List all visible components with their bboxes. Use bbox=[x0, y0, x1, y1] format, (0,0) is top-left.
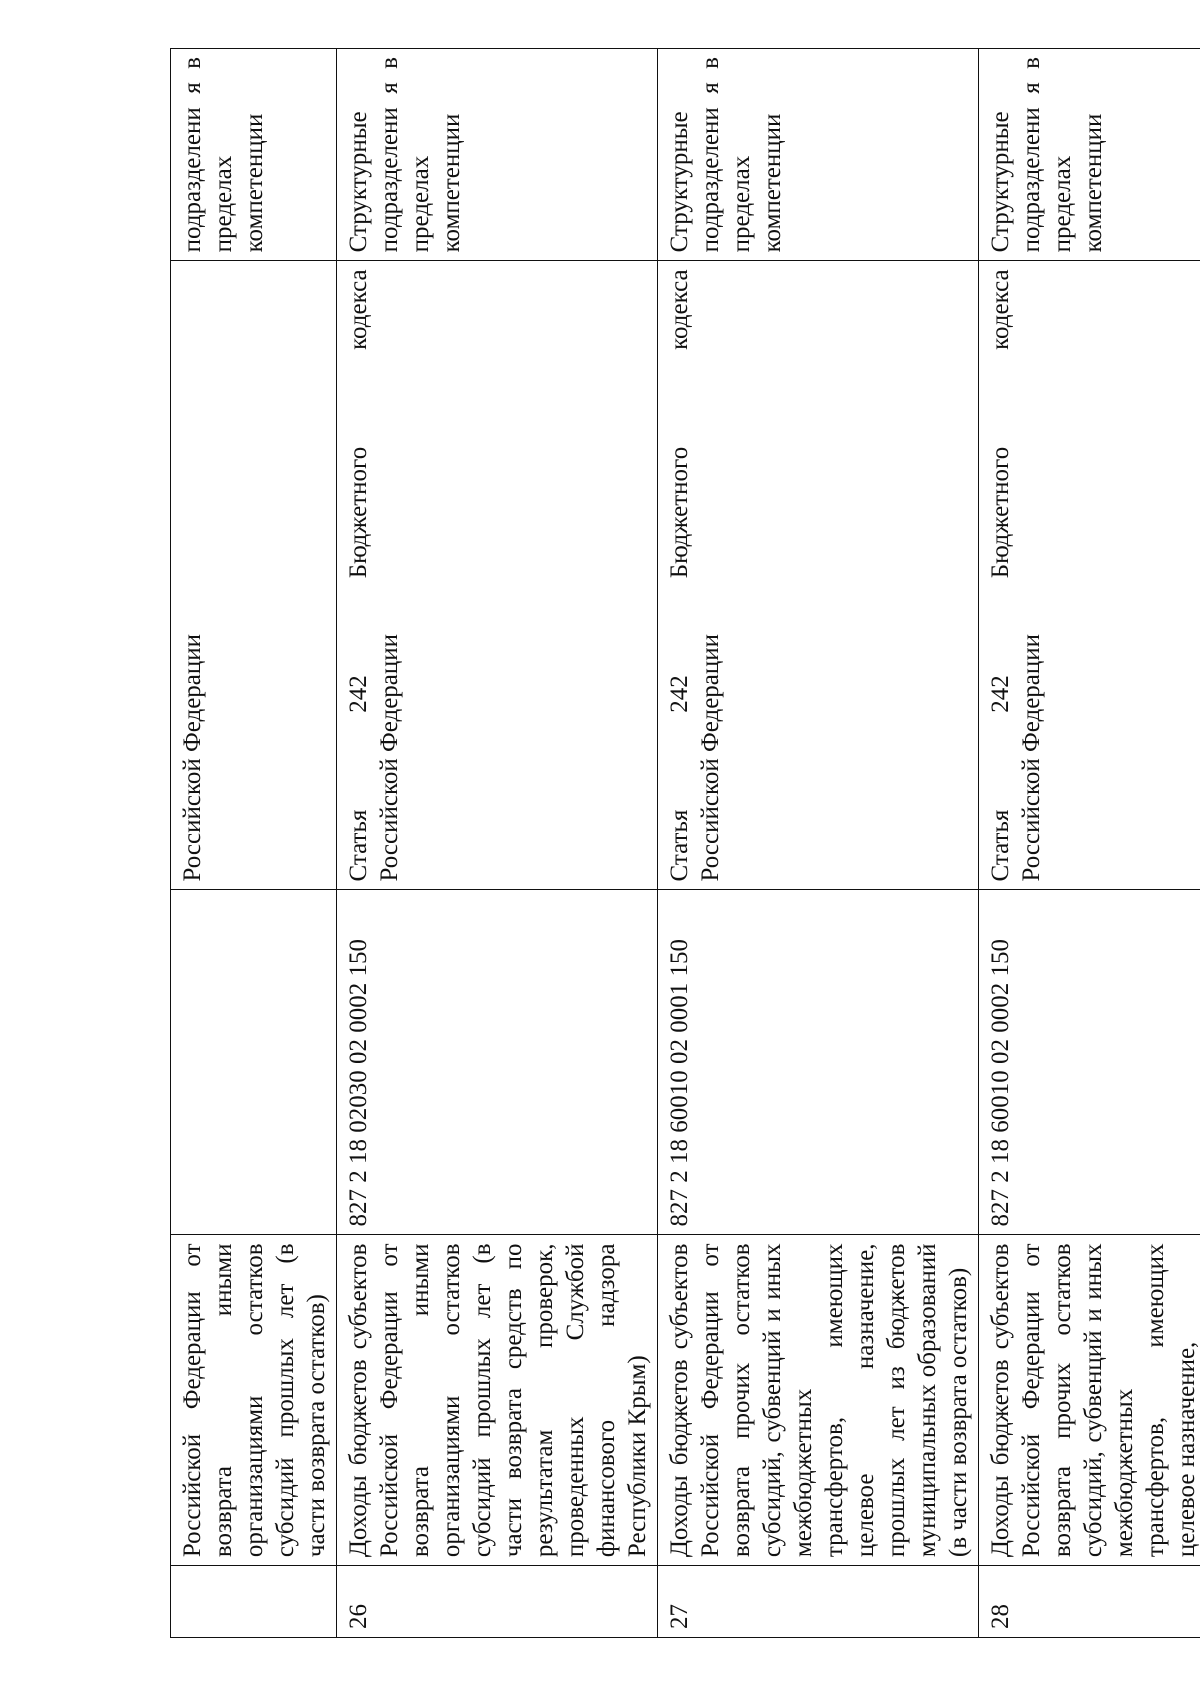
legal-basis bbox=[658, 261, 979, 890]
legal-word: Бюджетного bbox=[987, 446, 1014, 579]
legal-word: 242 bbox=[987, 675, 1014, 713]
legal-word: Статья bbox=[987, 809, 1014, 882]
responsible-unit: подразделени я в пределах компетенции bbox=[171, 49, 337, 261]
legal-word: Статья bbox=[666, 809, 693, 882]
responsible-unit: Структурные подразделени я в пределах компетенции bbox=[337, 49, 658, 261]
legal-basis-line bbox=[985, 269, 1016, 881]
row-number bbox=[171, 1566, 337, 1638]
row-number: 27 bbox=[658, 1566, 979, 1638]
revenue-name bbox=[337, 1235, 658, 1566]
budget-code: 827 2 18 02030 02 0002 150 bbox=[337, 890, 658, 1235]
legal-basis-line bbox=[343, 269, 374, 881]
legal-word: кодекса bbox=[345, 269, 372, 350]
row-number: 26 bbox=[337, 1566, 658, 1638]
budget-code: 827 2 18 60010 02 0002 150 bbox=[979, 890, 1200, 1235]
page-content bbox=[170, 48, 1200, 1638]
legal-basis-text: Российской Федерации bbox=[179, 633, 206, 882]
legal-basis-text: Российской Федерации bbox=[697, 633, 724, 882]
responsible-unit: Структурные подразделени я в пределах компетенции bbox=[658, 49, 979, 261]
budget-code bbox=[171, 890, 337, 1235]
legal-word: кодекса bbox=[666, 269, 693, 350]
responsible-unit: Структурные подразделени я в пределах компетенции bbox=[979, 49, 1200, 261]
table-row bbox=[171, 49, 337, 1638]
legal-word: Бюджетного bbox=[345, 446, 372, 579]
legal-basis-line bbox=[664, 269, 695, 881]
legal-word: 242 bbox=[666, 675, 693, 713]
table-row bbox=[337, 49, 658, 1638]
table-row bbox=[658, 49, 979, 1638]
row-number: 28 bbox=[979, 1566, 1200, 1638]
budget-code: 827 2 18 60010 02 0001 150 bbox=[658, 890, 979, 1235]
legal-basis bbox=[337, 261, 658, 890]
table-row bbox=[979, 49, 1200, 1638]
revenue-name-text: Доходы бюджетов субъектов Российской Федерации от возврата иными организациями остатков субсидий прошлых лет (в части возврата средств по результатам проверок, проведенных Службой финансового надзора Республики Крым) bbox=[345, 1243, 651, 1558]
legal-basis bbox=[171, 261, 337, 890]
rotated-table-container bbox=[170, 48, 1200, 1638]
legal-word: Бюджетного bbox=[666, 446, 693, 579]
revenue-codes-table bbox=[170, 48, 1200, 1638]
legal-basis-text: Российской Федерации bbox=[1018, 633, 1045, 882]
revenue-name: Российской Федерации от возврата иными организациями остатков субсидий прошлых лет (в части возврата остатков) bbox=[171, 1235, 337, 1566]
revenue-name: Доходы бюджетов субъектов Российской Федерации от возврата прочих остатков субсидий, субвенций и иных межбюджетных трансфертов, имеющих целевое назначение, прошлых лет из бюджетов муниципальных образований (в части возврата остатков) bbox=[658, 1235, 979, 1566]
legal-basis-text: Российской Федерации bbox=[376, 633, 403, 882]
legal-word: Статья bbox=[345, 809, 372, 882]
legal-word: кодекса bbox=[987, 269, 1014, 350]
legal-word: 242 bbox=[345, 675, 372, 713]
legal-basis bbox=[979, 261, 1200, 890]
revenue-name: Доходы бюджетов субъектов Российской Федерации от возврата прочих остатков субсидий, субвенций и иных межбюджетных трансфертов, имеющих целевое назначение, bbox=[979, 1235, 1200, 1566]
